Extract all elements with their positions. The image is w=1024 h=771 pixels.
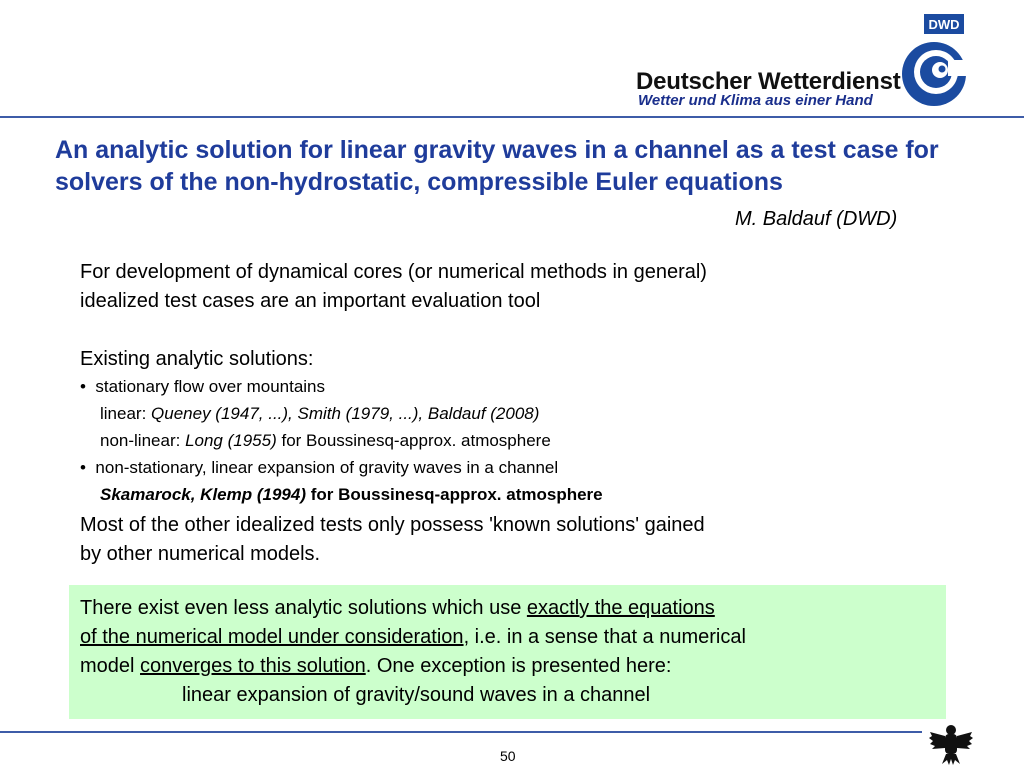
- skamarock-suffix: for Boussinesq-approx. atmosphere: [306, 485, 603, 504]
- org-tagline: Wetter und Klima aus einer Hand: [638, 92, 873, 109]
- bullet-text: stationary flow over mountains: [95, 377, 326, 396]
- footer-divider: [0, 731, 922, 733]
- bullet-text: non-stationary, linear expansion of gravity waves in a channel: [95, 458, 559, 477]
- nonlinear-refs-line: [100, 427, 551, 454]
- federal-eagle-icon: [928, 722, 974, 766]
- bullet-dot: •: [80, 377, 86, 396]
- bullet-item-nonstationary: [80, 454, 558, 481]
- emphasis-converges: converges to this solution: [140, 655, 366, 677]
- org-name: Deutscher Wetterdienst: [636, 68, 901, 95]
- box-text: There exist even less analytic solutions which use: [80, 597, 527, 619]
- nonlinear-ref: Long (1955): [185, 431, 277, 450]
- intro-line-2: idealized test cases are an important evaluation tool: [80, 290, 541, 312]
- bullet-dot: •: [80, 458, 86, 477]
- linear-refs: Queney (1947, ...), Smith (1979, ...), Baldauf (2008): [151, 404, 540, 423]
- header-divider: [0, 116, 1024, 118]
- skamarock-line: [100, 481, 603, 508]
- skamarock-ref: Skamarock, Klemp (1994): [100, 485, 306, 504]
- box-text: model: [80, 655, 141, 677]
- other-line-2: by other numerical models.: [80, 543, 321, 565]
- linear-label: linear:: [100, 404, 152, 423]
- intro-line-1: For development of dynamical cores (or numerical methods in general): [80, 261, 707, 283]
- slide-title: An analytic solution for linear gravity waves in a channel as a test case for solvers of the non-hydrostatic, compressible Euler equations: [55, 136, 939, 196]
- author: M. Baldauf (DWD): [735, 208, 898, 230]
- dwd-logo-text: DWD: [928, 17, 960, 32]
- box-line-4: linear expansion of gravity/sound waves in a channel: [182, 684, 651, 706]
- nonlinear-label: non-linear:: [100, 431, 186, 450]
- nonlinear-suffix: for Boussinesq-approx. atmosphere: [276, 431, 551, 450]
- page-number: 50: [500, 748, 516, 764]
- dwd-logo: [896, 14, 966, 110]
- box-text: , i.e. in a sense that a numerical: [463, 626, 746, 648]
- dwd-swirl-icon: [896, 14, 966, 110]
- other-line-1: Most of the other idealized tests only possess 'known solutions' gained: [80, 514, 705, 536]
- linear-refs-line: [100, 400, 539, 427]
- existing-heading: Existing analytic solutions:: [80, 348, 314, 370]
- box-line-2: [80, 623, 746, 652]
- bullet-item-stationary: [80, 373, 325, 400]
- box-line-3: [80, 652, 671, 681]
- box-line-1: [80, 594, 715, 623]
- emphasis-exact-equations: exactly the equations: [526, 597, 715, 619]
- box-text: . One exception is presented here:: [365, 655, 672, 677]
- emphasis-numerical-model: of the numerical model under consideration: [80, 626, 464, 648]
